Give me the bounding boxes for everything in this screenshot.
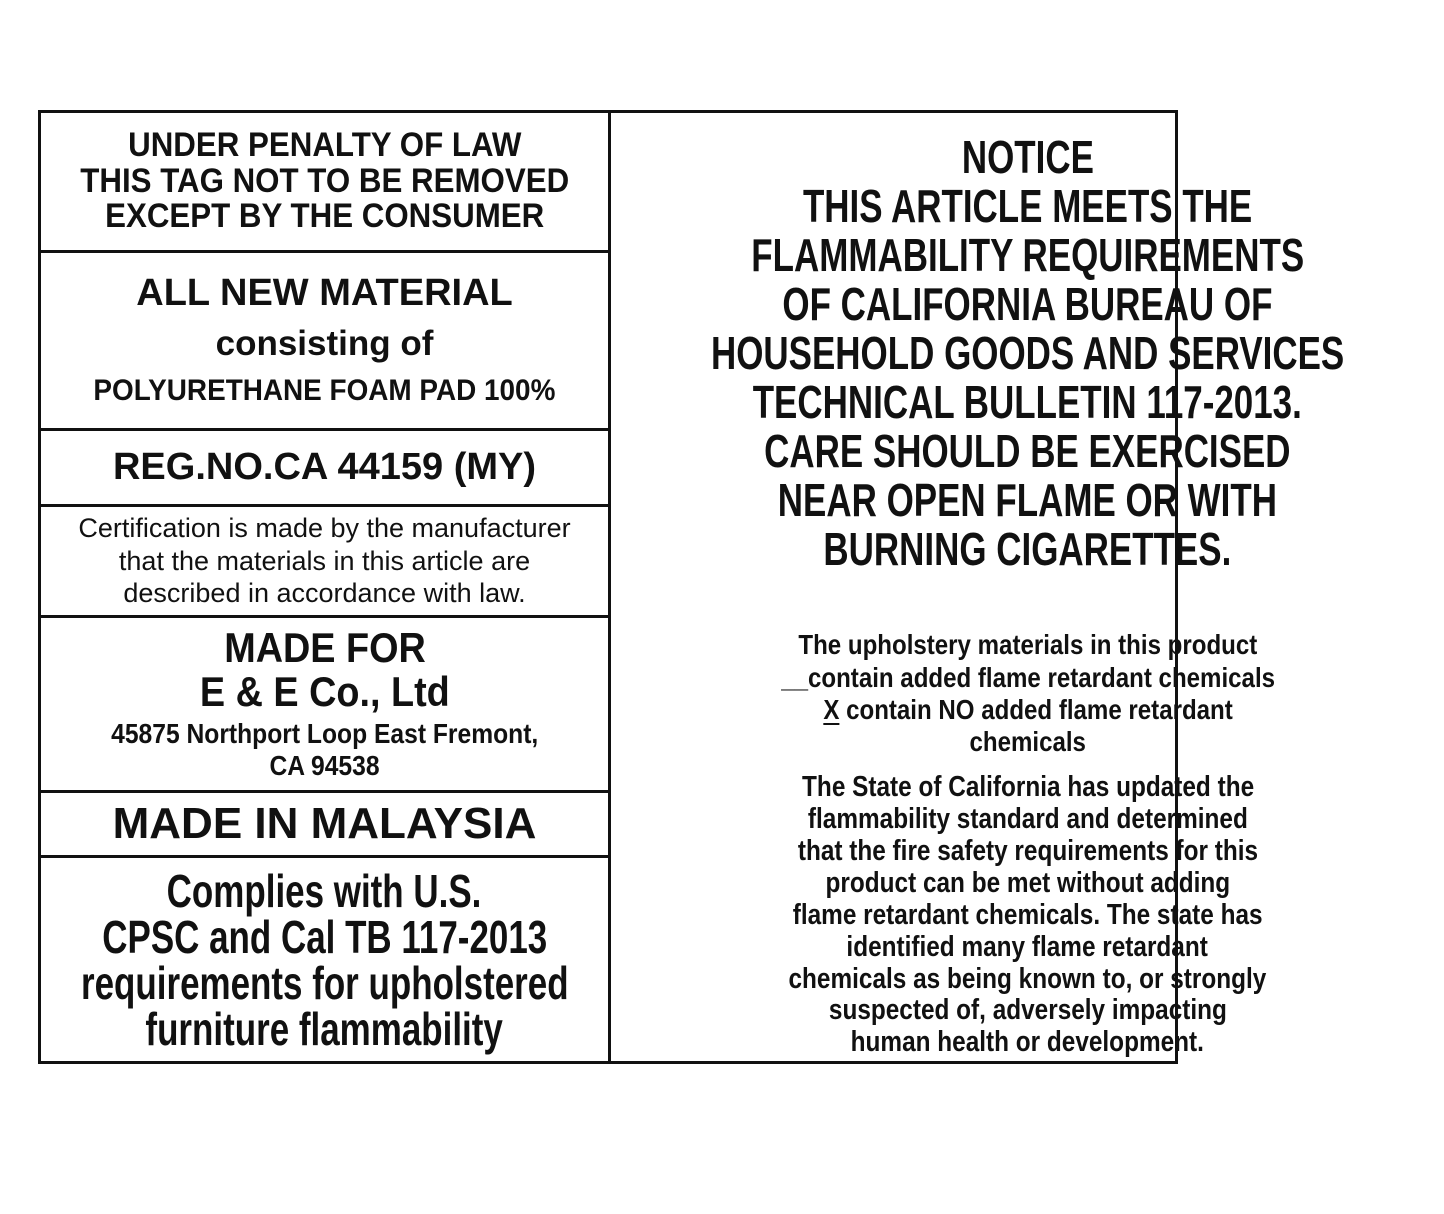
upholstery-disclosure [741, 629, 1315, 758]
option-added-chemicals [781, 662, 1275, 694]
penalty-warning-box [41, 113, 608, 253]
origin-box [41, 793, 608, 858]
notice-line: NEAR OPEN FLAME OR WITH [778, 473, 1278, 526]
option-blank-mark: __ [780, 661, 808, 693]
option-label: contain added flame retardant chemicals [807, 661, 1275, 693]
notice-line: FLAMMABILITY REQUIREMENTS [751, 228, 1305, 281]
company-address: 45875 Northport Loop East Fremont, [110, 717, 539, 749]
compliance-line: furniture flammability [145, 1002, 504, 1055]
statement-line: flame retardant chemicals. The state has [792, 898, 1263, 931]
material-box [41, 253, 608, 431]
option-label-continued: chemicals [969, 726, 1086, 757]
statement-line: The State of California has updated the [801, 771, 1254, 804]
material-consisting: consisting of [215, 324, 434, 364]
left-column [41, 113, 611, 1061]
notice-line: BURNING CIGARETTES. [823, 522, 1232, 575]
compliance-box [41, 858, 608, 1061]
compliance-line: CPSC and Cal TB 117-2013 [102, 910, 547, 963]
notice-line: OF CALIFORNIA BUREAU OF [782, 277, 1273, 330]
notice-line: TECHNICAL BULLETIN 117-2013. [753, 375, 1303, 428]
flammability-notice [611, 133, 1444, 573]
certification-line: described in accordance with law. [123, 578, 526, 609]
statement-line: identified many flame retardant [846, 930, 1209, 963]
compliance-line: requirements for upholstered [80, 956, 569, 1009]
warning-line: THIS TAG NOT TO BE REMOVED [80, 161, 569, 200]
statement-line: product can be met without adding [825, 866, 1230, 899]
warning-line: UNDER PENALTY OF LAW [127, 125, 522, 164]
right-column [611, 113, 1444, 1061]
upholstery-intro: The upholstery materials in this product [798, 629, 1258, 661]
made-for-box [41, 618, 608, 793]
registration-number: REG.NO.CA 44159 (MY) [112, 445, 537, 488]
option-label: contain NO added flame retardant [845, 693, 1233, 725]
certification-line: Certification is made by the manufacturer [78, 513, 571, 544]
notice-line: HOUSEHOLD GOODS AND SERVICES [710, 326, 1345, 379]
registration-box [41, 431, 608, 507]
material-heading: ALL NEW MATERIAL [136, 272, 513, 315]
statement-line: chemicals as being known to, or strongly [788, 962, 1267, 995]
option-no-added-chemicals [823, 694, 1232, 726]
notice-line: NOTICE [961, 131, 1094, 183]
certification-line: that the materials in this article are [118, 545, 531, 576]
warning-line: EXCEPT BY THE CONSUMER [104, 197, 545, 236]
made-for-title: MADE FOR [223, 623, 426, 671]
statement-line: flammability standard and determined [807, 803, 1248, 836]
statement-line: human health or development. [850, 1026, 1205, 1059]
compliance-line: Complies with U.S. [167, 864, 482, 917]
certification-box [41, 507, 608, 618]
notice-line: THIS ARTICLE MEETS THE [802, 179, 1253, 232]
company-address: CA 94538 [269, 750, 380, 782]
option-checked-mark: X [822, 693, 839, 725]
country-of-origin: MADE IN MALAYSIA [112, 798, 537, 848]
law-tag [38, 110, 1345, 1064]
company-name: E & E Co., Ltd [199, 667, 450, 715]
statement-line: that the fire safety requirements for this [797, 834, 1258, 867]
notice-line: CARE SHOULD BE EXERCISED [764, 424, 1291, 477]
material-content: POLYURETHANE FOAM PAD 100% [93, 374, 556, 408]
california-statement [743, 772, 1312, 1059]
statement-line: suspected of, adversely impacting [828, 994, 1227, 1027]
